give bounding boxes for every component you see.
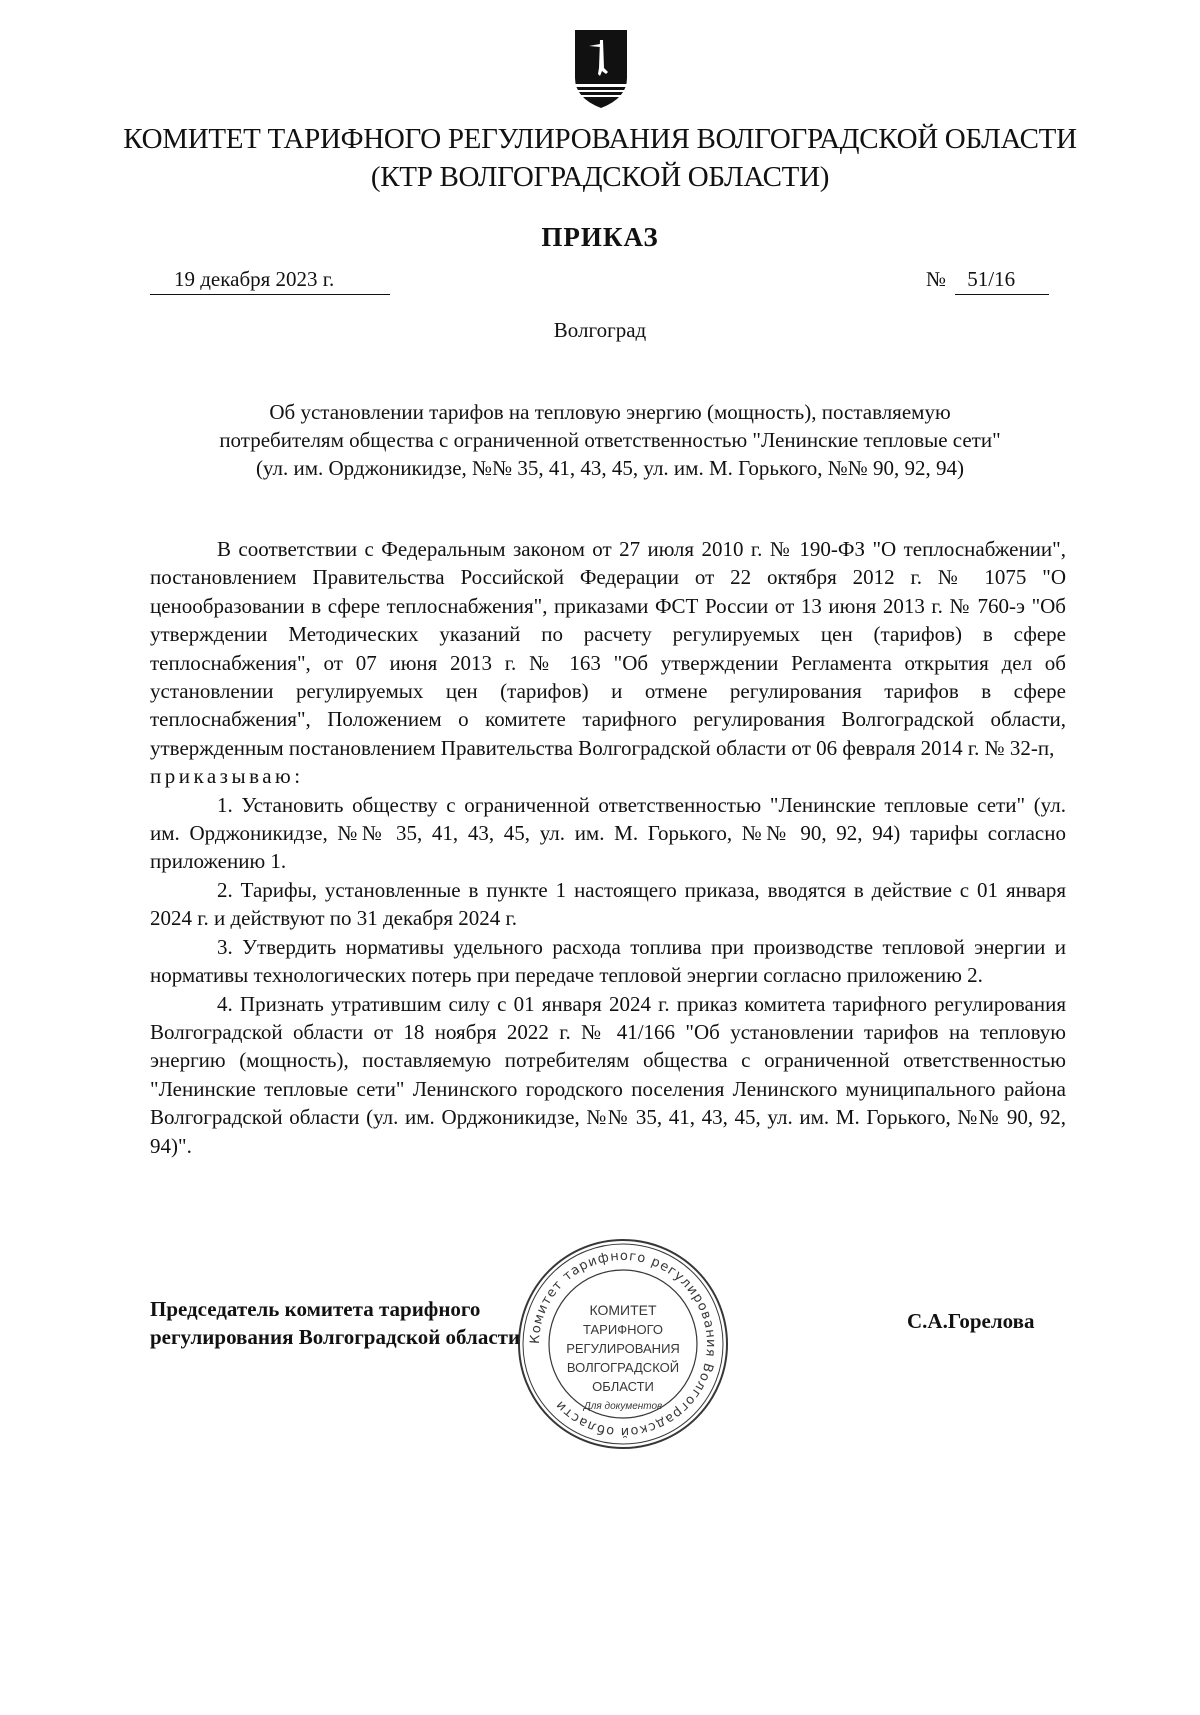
subject-line: потребителям общества с ограниченной ответственностью "Ленинские тепловые сети"	[219, 428, 1001, 452]
preamble-paragraph: В соответствии с Федеральным законом от 27 июля 2010 г. № 190-ФЗ "О теплоснабжении", постановлением Правительства Российской Федерации от 22 октября 2012 г. № 1075 "О ценообразовании в сфере теплоснабжения", приказами ФСТ России от 13 июня 2013 г. № 760-э "Об утверждении Методических указаний по расчету регулируемых цен (тарифов) в сфере теплоснабжения", от 07 июня 2013 г. № 163 "Об утверждении Регламента открытия дел об установлении регулируемых цен (тарифов) и отмене регулирования тарифов в сфере теплоснабжения", Положением о комитете тарифного регулирования Волгоградской области, утвержденным постановлением Правительства Волгоградской области от 06 февраля 2014 г. № 32-п,	[150, 537, 1066, 760]
number-sign: №	[926, 267, 947, 291]
order-item: 1. Установить обществу с ограниченной ответственностью "Ленинские тепловые сети" (ул. им. Орджоникидзе, №№ 35, 41, 43, 45, ул. им. М. Горького, №№ 90, 92, 94) тарифы согласно приложению 1.	[150, 792, 1066, 874]
signatory-title-line: Председатель комитета тарифного	[150, 1297, 481, 1321]
order-item: 4. Признать утратившим силу с 01 января 2024 г. приказ комитета тарифного регулирования Волгоградской области от 18 ноября 2022 г. № 41/166 "Об установлении тарифов на тепловую энергию (мощность), поставляемую потребителям общества с ограниченной ответственностью "Ленинские тепловые сети" Ленинского городского поселения Ленинского муниципального района Волгоградской области (ул. им. Орджоникидзе, №№ 35, 41, 43, 45, ул. им. М. Горького, №№ 90, 92, 94)".	[150, 991, 1066, 1158]
number-value: 51/16	[955, 264, 1049, 295]
official-stamp	[516, 1237, 730, 1451]
stamp-ring-text: Комитет тарифного регулирования Волгоградской области	[527, 1248, 719, 1440]
document-date: 19 декабря 2023 г.	[150, 264, 390, 295]
subject-line: Об установлении тарифов на тепловую энергию (мощность), поставляемую	[269, 400, 951, 424]
signatory-title-line: регулирования Волгоградской области	[150, 1325, 521, 1349]
document-number	[926, 264, 1049, 295]
stamp-center-line: РЕГУЛИРОВАНИЯ	[566, 1341, 680, 1356]
stamp-center-line: КОМИТЕТ	[589, 1302, 657, 1318]
organization-short-name: (КТР ВОЛГОГРАДСКОЙ ОБЛАСТИ)	[370, 161, 830, 193]
order-item: 2. Тарифы, установленные в пункте 1 настоящего приказа, вводятся в действие с 01 января 2024 г. и действуют по 31 декабря 2024 г.	[150, 877, 1066, 931]
stamp-center-line: ОБЛАСТИ	[592, 1379, 654, 1394]
subject-line: (ул. им. Орджоникидзе, №№ 35, 41, 43, 45, ул. им. М. Горького, №№ 90, 92, 94)	[255, 456, 965, 480]
stamp-footer: Для документов	[583, 1401, 663, 1412]
document-city: Волгоград	[553, 318, 647, 342]
stamp-center-line: ВОЛГОГРАДСКОЙ	[566, 1360, 680, 1375]
organization-title	[110, 120, 1090, 196]
order-word: приказываю:	[150, 764, 304, 789]
stamp-center-line: ТАРИФНОГО	[583, 1322, 663, 1337]
document-subject	[150, 398, 1070, 482]
document-type: ПРИКАЗ	[541, 222, 659, 252]
document-body	[150, 535, 1066, 1160]
organization-name: КОМИТЕТ ТАРИФНОГО РЕГУЛИРОВАНИЯ ВОЛГОГРАДСКОЙ ОБЛАСТИ	[123, 123, 1077, 155]
coat-of-arms-emblem-icon	[573, 28, 629, 110]
order-item: 3. Утвердить нормативы удельного расхода топлива при производстве тепловой энергии и нормативы технологических потерь при передаче тепловой энергии согласно приложению 2.	[150, 934, 1066, 988]
signatory-title	[150, 1295, 520, 1351]
signatory-name: С.А.Горелова	[907, 1309, 1035, 1333]
